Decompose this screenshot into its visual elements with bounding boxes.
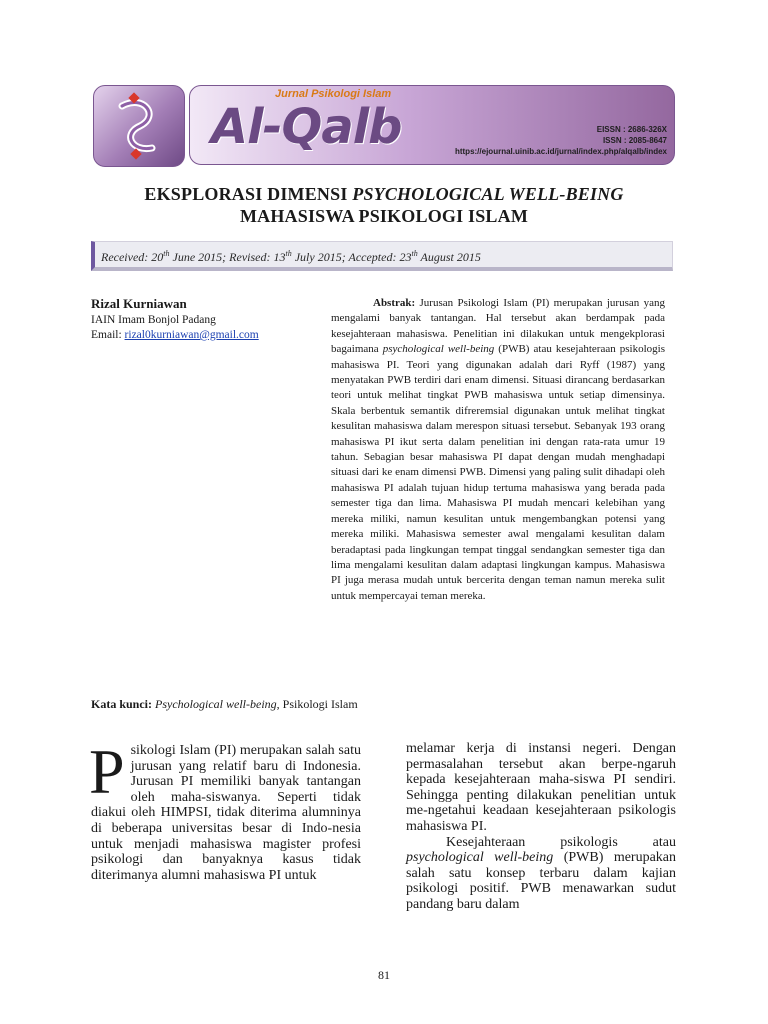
abstract-text-1: Jurusan Psikologi Islam (PI) merupakan jurusan yang mengalami banyak tantangan. Hal tersebut akan berdampak pada kesejahteraan mahasiswa. Penelitian ini dilakukan untuk mengekplorasi bagaimana xyxy=(331,297,665,356)
right-paragraph-2 xyxy=(406,835,676,913)
author-affiliation: IAIN Imam Bonjol Padang xyxy=(91,314,216,326)
accepted-text: July 2015; Accepted: 23 xyxy=(291,250,412,264)
abstract-italic: psychological well-being xyxy=(382,343,495,356)
keywords-label: Kata kunci: xyxy=(91,697,153,711)
journal-brand: Al-Qalb xyxy=(211,99,402,155)
title-prefix: EKSPLORASI DIMENSI xyxy=(144,184,353,204)
abstract-text-2: (PWB) atau kesejahteraan psikologis mahasiswa PI. Teori yang digunakan adalah dari Ryff (1987) yang menyatakan PWB terdiri dari enam dimensi. Situasi dirancang berdasarkan teori untuk melihat tingkat PWB mahasiswa untuk setiap dimensinya. Skala berbentuk semantik difreremsial digunakan untuk melihat tingkat kesulitan mahasiswa dalam merespon situasi tersebut. Sebanyak 193 orang mahasiswa PI ikut serta dalam penelitian ini dengan rata-rata umur 19 tahun. Sebagian besar mahasiswa PI dapat dengan mudah menghadapi situasi dari ke enam dimensi PWB. Dimensi yang paling sulit dihadapi oleh mahasiswa PI adalah tujuan hidup tertuma mahasiswa yang berada pada semester tiga dan lima. Mahasiswa PI mudah mencari kelebihan yang mereka miliki, namun kesulitan untuk mengembangkan potensi yang mereka miliki. Mahasiswa semester awal mengalami kesulitan dalam beradaptasi pada lingkungan tempat tinggal sendangkan semester tiga dan lima mengalami kesulitan dalam adaptasi lingkungan kampus. Mahasiswa PI juga merasa mudah untuk bercerita dengan teman namun mereka sulit untuk mempercayai teman mereka. xyxy=(331,343,665,602)
email-label: Email: xyxy=(91,329,125,341)
accepted-rest: August 2015 xyxy=(417,250,481,264)
journal-url[interactable]: https://ejournal.uinib.ac.id/jurnal/index.php/alqalb/index xyxy=(454,147,667,156)
issn: ISSN : 2085-8647 xyxy=(602,136,667,145)
right-p2-italic: psychological well-being xyxy=(406,850,554,866)
revised-sup: th xyxy=(285,249,292,258)
dropcap: P xyxy=(89,736,125,807)
left-column-text: sikologi Islam (PI) merupakan salah satu jurusan yang relatif baru di Indonesia. Jurusan PI memiliki banyak tantangan oleh maha-siswanya. Seperti tidak diakui oleh HIMPSI, tidak diterima alumninya di beberapa universitas besar di Indo-nesia untuk menjadi mahasiswa magister profesi psikologi dan banyaknya kasus tidak diterimanya alumni mahasiswa PI untuk xyxy=(91,743,361,883)
email-link[interactable]: rizal0kurniawan@gmail.com xyxy=(124,329,259,341)
keywords-rest: , Psikologi Islam xyxy=(276,697,358,711)
received-sup: th xyxy=(163,249,170,258)
body-column-left xyxy=(89,736,361,883)
body-column-right xyxy=(406,741,676,913)
right-p2-rest: (PWB) merupakan salah satu konsep terbaru dalam kajian psikologi positif. PWB menawarkan sudut pandang baru dalam xyxy=(406,850,677,912)
revised-text: June 2015; Revised: 13 xyxy=(169,250,286,264)
abstract-label: Abstrak: xyxy=(373,297,416,309)
keywords xyxy=(91,697,358,712)
accepted-sup: th xyxy=(411,249,418,258)
submission-dates xyxy=(91,241,673,271)
keywords-italic: Psychological well-being xyxy=(155,697,277,711)
abstract xyxy=(331,296,665,604)
journal-banner xyxy=(93,85,675,165)
title-italic: PSYCHOLOGICAL WELL-BEING xyxy=(352,184,624,204)
author-email-line xyxy=(91,329,259,341)
received-text: Received: 20 xyxy=(101,250,164,264)
eissn: EISSN : 2686-326X xyxy=(596,125,667,134)
article-title-line2: MAHASISWA PSIKOLOGI ISLAM xyxy=(239,206,529,226)
right-p2-start: Kesejahteraan psikologis atau xyxy=(446,834,676,850)
author-name: Rizal Kurniawan xyxy=(91,296,187,311)
journal-name: Jurnal Psikologi Islam xyxy=(275,88,392,100)
journal-logo xyxy=(93,85,185,167)
right-paragraph-1: melamar kerja di instansi negeri. Dengan permasalahan tersebut akan berpe-ngaruh kepada kesejahteraan maha-siswa PI sendiri. Sehingga penting dilakukan penelitian untuk me-ngetahui keadaan kesejahteraan psikologis mahasiswa PI. xyxy=(406,741,676,834)
logo-emblem-icon xyxy=(94,86,184,166)
page-number: 81 xyxy=(378,968,390,982)
article-title-line1 xyxy=(60,183,708,205)
